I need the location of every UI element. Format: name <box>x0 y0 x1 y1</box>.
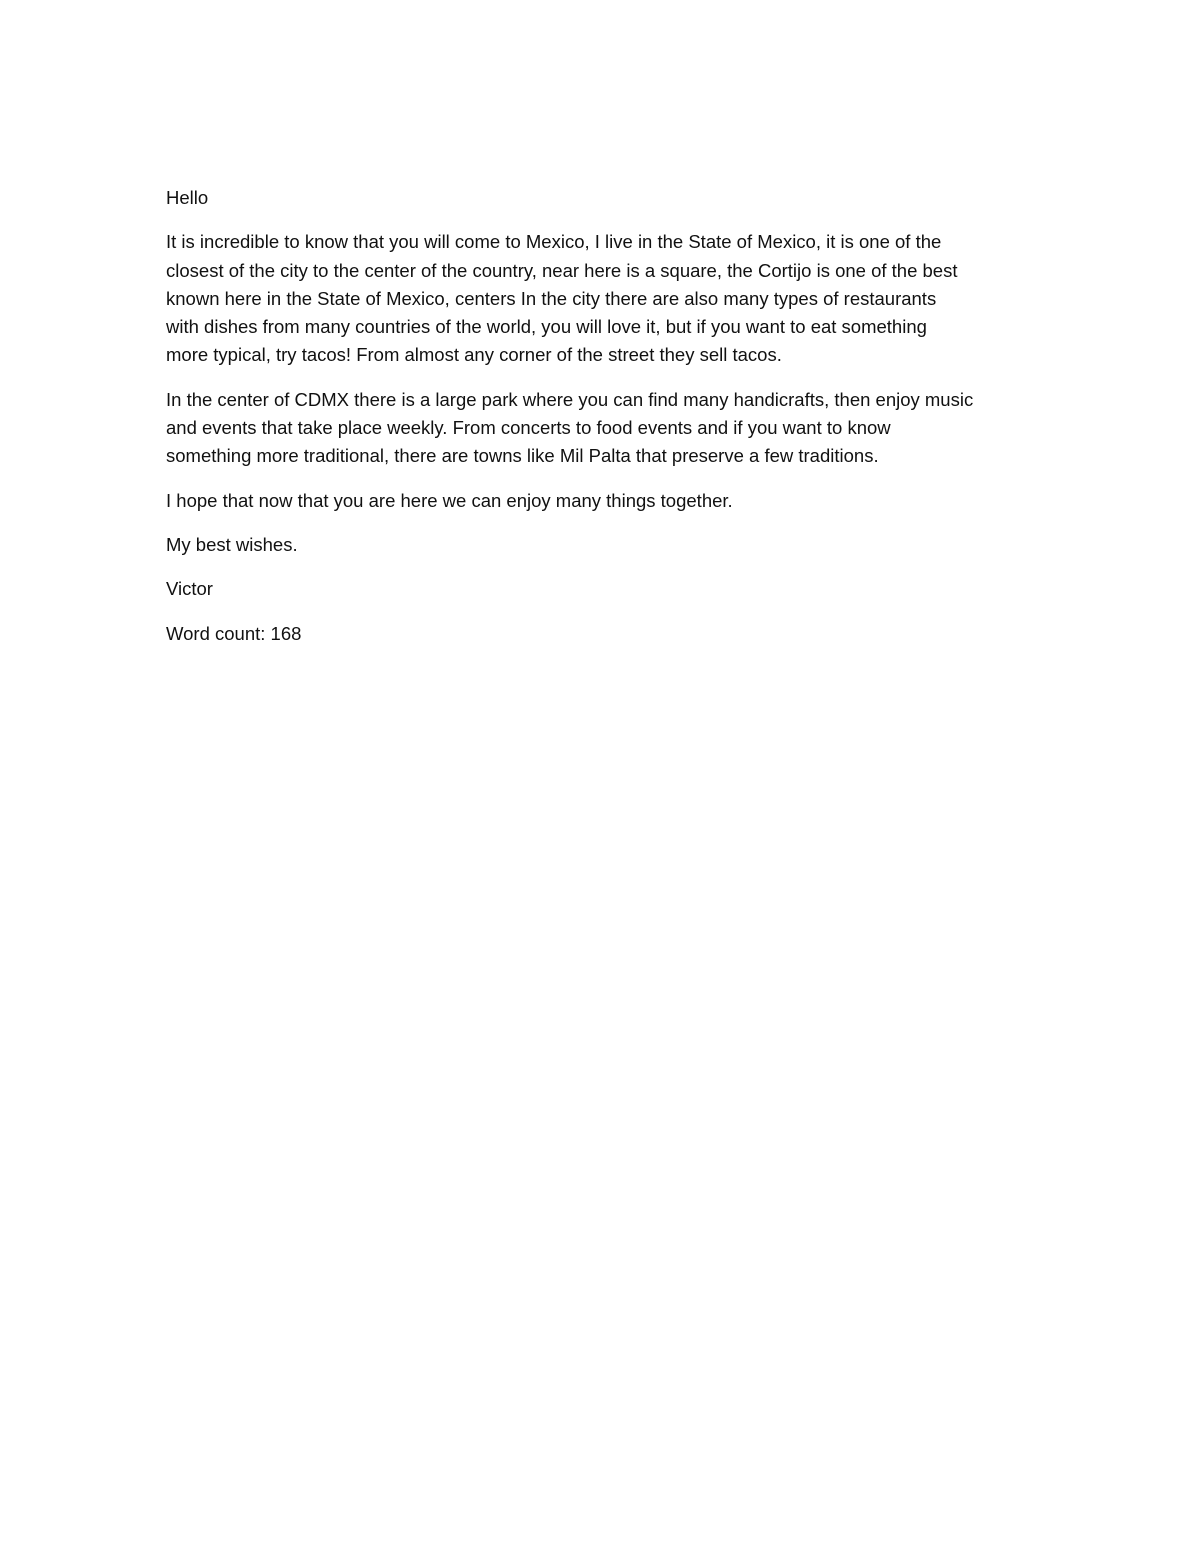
signature: Victor <box>166 578 213 600</box>
paragraph-line: more typical, try tacos! From almost any corner of the street they sell tacos. <box>166 344 782 366</box>
paragraph-line: In the center of CDMX there is a large park where you can find many handicrafts, then enjoy music <box>166 388 974 410</box>
paragraph-line: known here in the State of Mexico, centers In the city there are also many types of restaurants <box>166 287 937 309</box>
paragraph-line: It is incredible to know that you will come to Mexico, I live in the State of Mexico, it is one of the <box>166 231 942 253</box>
word-count: Word count: 168 <box>166 622 302 644</box>
letter-body <box>166 184 1046 664</box>
paragraph-line: something more traditional, there are towns like Mil Palta that preserve a few traditions. <box>166 445 879 467</box>
greeting: Hello <box>166 187 209 208</box>
paragraph-1 <box>166 228 1046 369</box>
paragraph-line: closest of the city to the center of the country, near here is a square, the Cortijo is one of the best <box>166 259 958 281</box>
paragraph-3: I hope that now that you are here we can enjoy many things together. <box>166 489 733 511</box>
paragraph-2 <box>166 386 1046 471</box>
paragraph-line: and events that take place weekly. From concerts to food events and if you want to know <box>166 417 891 439</box>
paragraph-line: with dishes from many countries of the world, you will love it, but if you want to eat something <box>166 316 927 338</box>
closing: My best wishes. <box>166 533 298 555</box>
